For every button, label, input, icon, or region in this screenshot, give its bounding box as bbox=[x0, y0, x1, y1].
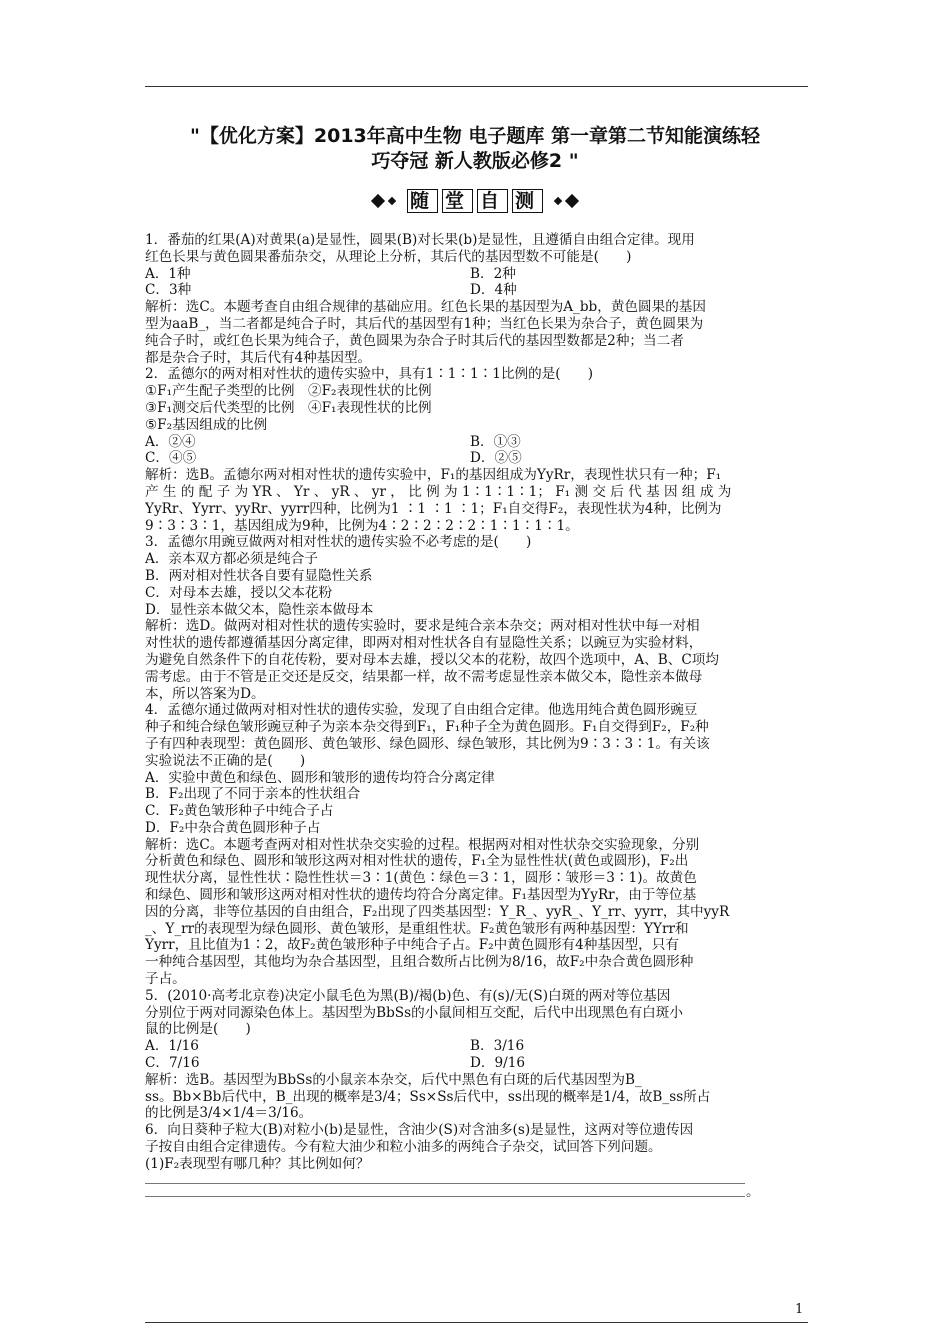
banner-char: 随 bbox=[407, 189, 438, 213]
q1-answer: 都是杂合子时，其后代有4种基因型。 bbox=[145, 349, 372, 366]
q2-answer: 9∶3∶3∶1，基因组成为9种，比例为4∶2∶2∶2∶2∶1∶1∶1∶1。 bbox=[145, 517, 579, 534]
q2-line: ③F₁测交后代类型的比例 ④F₁表现性状的比例 bbox=[145, 399, 432, 416]
option: D．9/16 bbox=[470, 1055, 526, 1072]
q4-line: 实验说法不正确的是( ) bbox=[145, 752, 306, 769]
option: C．3种 bbox=[145, 282, 192, 299]
q4-answer: 和绿色、圆形和皱形这两对相对性状的遗传均符合分离定律。F₁基因型为YyRr，由于等位基 bbox=[145, 887, 697, 904]
banner-text bbox=[401, 189, 549, 213]
option: B．3/16 bbox=[470, 1038, 525, 1055]
q5-line: 鼠的比例是( ) bbox=[145, 1021, 251, 1038]
q4-line: 子有四种表现型：黄色圆形、黄色皱形、绿色圆形、绿色皱形，其比例为9∶3∶3∶1。有关该 bbox=[145, 735, 710, 752]
option: A．②④ bbox=[145, 433, 196, 450]
option: B．①③ bbox=[470, 433, 521, 450]
q1-answer: 纯合子时，或红色长果为纯合子，黄色圆果为杂合子时其后代的基因型数都是2种；当二者 bbox=[145, 332, 684, 349]
q5-line: 分别位于两对同源染色体上。基因型为BbSs的小鼠间相互交配，后代中出现黑色有白斑小 bbox=[145, 1004, 683, 1021]
option: C．7/16 bbox=[145, 1055, 200, 1072]
q6-line: 子按自由组合定律遗传。今有粒大油少和粒小油多的两纯合子杂交，试回答下列问题。 bbox=[145, 1139, 662, 1156]
title-line-2: 巧夺冠 新人教版必修2 " bbox=[371, 150, 579, 172]
section-banner bbox=[340, 186, 610, 216]
q4-answer: 因的分离，非等位基因的自由组合，F₂出现了四类基因型：Y_R_、yyR_、Y_rr、yyrr，其中yyR bbox=[145, 903, 730, 920]
diamond-icon bbox=[371, 194, 385, 208]
banner-char: 自 bbox=[477, 189, 508, 213]
q2-line: 2．孟德尔的两对相对性状的遗传实验中，具有1∶1∶1∶1比例的是( ) bbox=[145, 366, 594, 383]
q3-line: 3．孟德尔用豌豆做两对相对性状的遗传实验不必考虑的是( ) bbox=[145, 534, 532, 551]
q1-answer: 型为aaB_，当二者都是纯合子时，其后代的基因型有1种；当红色长果为杂合子，黄色圆果为 bbox=[145, 315, 704, 332]
q1-options bbox=[145, 266, 809, 283]
title-line-1: "【优化方案】2013年高中生物 电子题库 第一章第二节知能演练轻 bbox=[189, 125, 760, 147]
q3-answer: 为避免自然条件下的自花传粉，要对母本去雄，授以父本的花粉，故四个选项中，A、B、C项均 bbox=[145, 651, 719, 668]
q3-answer: 解析：选D。做两对相对性状的遗传实验时，要求是纯合亲本杂交；两对相对性状中每一对相 bbox=[145, 618, 700, 635]
question-content bbox=[145, 232, 809, 1200]
q2-options bbox=[145, 450, 809, 467]
q2-line: ⑤F₂基因组成的比例 bbox=[145, 416, 268, 433]
diamond-small-icon bbox=[388, 197, 396, 205]
option: D．②⑤ bbox=[470, 450, 522, 467]
q4-answer: _、Y_rr的表现型为绿色圆形、黄色皱形，是重组性状。F₂黄色皱形有两种基因型：YYrr和 bbox=[145, 920, 689, 937]
q5-answer: ss。Bb×Bb后代中，B_出现的概率是3/4；Ss×Ss后代中，ss出现的概率是1/4，故B_ss所占 bbox=[145, 1088, 711, 1105]
page-number: 1 bbox=[795, 1302, 804, 1317]
q4-answer: Yyrr，且比值为1∶2，故F₂黄色皱形种子中纯合子占。F₂中黄色圆形有4种基因型，只有 bbox=[145, 937, 679, 954]
option: D．F₂中杂合黄色圆形种子占 bbox=[145, 819, 321, 836]
q6-line: 6．向日葵种子粒大(B)对粒小(b)是显性，含油少(S)对含油多(s)是显性，这两对等位遗传因 bbox=[145, 1122, 694, 1139]
option: D．4种 bbox=[470, 282, 517, 299]
q4-answer: 现性状分离，显性性状∶隐性性状＝3∶1(黄色∶绿色＝3∶1，圆形∶皱形＝3∶1)。故黄色 bbox=[145, 870, 697, 887]
q5-line: 5．(2010·高考北京卷)决定小鼠毛色为黑(B)/褐(b)色、有(s)/无(S)白斑的两对等位基因 bbox=[145, 987, 671, 1004]
option: C．④⑤ bbox=[145, 450, 197, 467]
q1-line: 红色长果与黄色圆果番茄杂交，从理论上分析，其后代的基因型数不可能是( ) bbox=[145, 248, 632, 265]
q2-answer: 解析：选B。孟德尔两对相对性状的遗传实验中，F₁的基因组成为YyRr，表现性状只有一种；F₁ bbox=[145, 467, 722, 484]
banner-char: 堂 bbox=[442, 189, 473, 213]
q2-line: ①F₁产生配子类型的比例 ②F₂表现性状的比例 bbox=[145, 383, 432, 400]
q4-answer: 解析：选C。本题考查两对相对性状杂交实验的过程。根据两对相对性状杂交实验现象，分别 bbox=[145, 836, 700, 853]
option: C．对母本去雄，授以父本花粉 bbox=[145, 584, 333, 601]
q3-answer: 需考虑。由于不管是正交还是反交，结果都一样，故不需考虑显性亲本做父本，隐性亲本做母 bbox=[145, 668, 703, 685]
option: A．亲本双方都必须是纯合子 bbox=[145, 551, 318, 568]
q5-answer: 解析：选B。基因型为BbSs的小鼠亲本杂交，后代中黑色有白斑的后代基因型为B_ bbox=[145, 1071, 642, 1088]
q2-answer: 产 生 的 配 子 为 YR 、 Yr 、 yR 、 yr ， 比 例 为 1∶1∶1∶1； F₁ 测 交 后 代 基 因 组 成 为 bbox=[145, 483, 732, 500]
q4-answer: 一种纯合基因型，其他均为杂合基因型，且组合数所占比例为8/16，故F₂中杂合黄色圆形种 bbox=[145, 954, 694, 971]
q4-answer: 分析黄色和绿色、圆形和皱形这两对相对性状的遗传，F₁全为显性性状(黄色或圆形)，F₂出 bbox=[145, 853, 689, 870]
option: C．F₂黄色皱形种子中纯合子占 bbox=[145, 803, 334, 820]
option: A．1/16 bbox=[145, 1038, 199, 1055]
q1-options bbox=[145, 282, 809, 299]
q4-answer: 子占。 bbox=[145, 971, 186, 988]
q3-answer: 对性状的遗传都遵循基因分离定律，即两对相对性状各自有显隐性关系；以豌豆为实验材料， bbox=[145, 635, 703, 652]
q3-answer: 本，所以答案为D。 bbox=[145, 685, 265, 702]
diamond-icon bbox=[565, 194, 579, 208]
option: B．2种 bbox=[470, 265, 516, 282]
option: A．1种 bbox=[145, 265, 191, 282]
banner-char: 测 bbox=[512, 189, 543, 213]
option: A．实验中黄色和绿色、圆形和皱形的遗传均符合分离定律 bbox=[145, 769, 495, 786]
option: B．F₂出现了不同于亲本的性状组合 bbox=[145, 786, 361, 803]
q2-answer: YyRr、Yyrr、yyRr、yyrr四种，比例为1 ∶1 ∶1 ∶1；F₁自交得F₂，表现性状为4种，比例为 bbox=[145, 500, 722, 517]
header-rule bbox=[145, 86, 808, 87]
answer-end-mark: 。 bbox=[746, 1183, 760, 1200]
q6-line: (1)F₂表现型有哪几种？其比例如何？ bbox=[145, 1155, 370, 1172]
q1-line: 1．番茄的红果(A)对黄果(a)是显性，圆果(B)对长果(b)是显性，且遵循自由组合定律。现用 bbox=[145, 232, 695, 248]
q5-options bbox=[145, 1055, 809, 1072]
option: B．两对相对性状各自要有显隐性关系 bbox=[145, 567, 373, 584]
q2-options bbox=[145, 434, 809, 451]
footer-rule bbox=[145, 1322, 808, 1323]
q4-line: 种子和纯合绿色皱形豌豆种子为亲本杂交得到F₁，F₁种子全为黄色圆形。F₁自交得到F₂，F₂种 bbox=[145, 719, 709, 736]
q5-options bbox=[145, 1038, 809, 1055]
q4-line: 4．孟德尔通过做两对相对性状的遗传实验，发现了自由组合定律。他选用纯合黄色圆形豌豆 bbox=[145, 702, 698, 719]
q1-answer: 解析：选C。本题考查自由组合规律的基础应用。红色长果的基因型为A_bb，黄色圆果的基因 bbox=[145, 299, 706, 316]
diamond-small-icon bbox=[554, 197, 562, 205]
document-title bbox=[120, 124, 830, 174]
q5-answer: 的比例是3/4×1/4＝3/16。 bbox=[145, 1105, 313, 1122]
answer-blank-line bbox=[145, 1196, 745, 1197]
option: D．显性亲本做父本，隐性亲本做母本 bbox=[145, 601, 374, 618]
